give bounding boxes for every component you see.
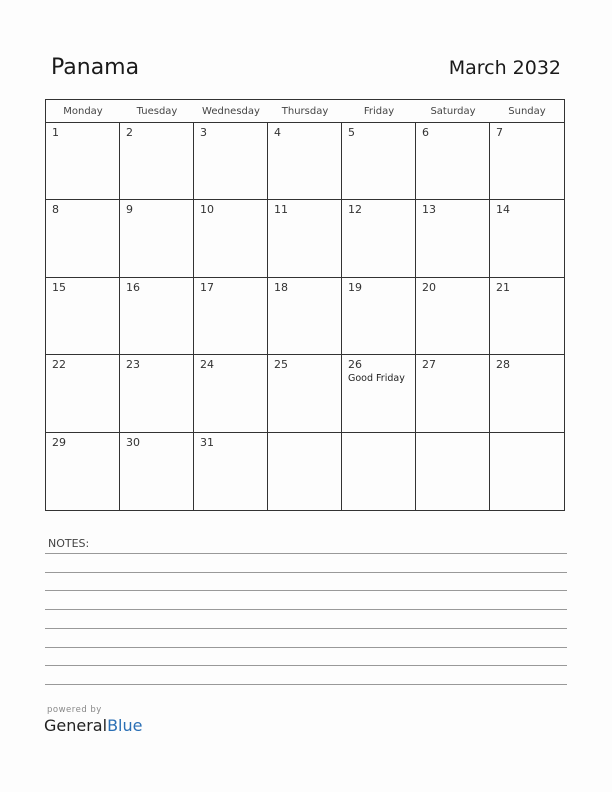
day-number: 28 [496,358,510,372]
day-cell [342,278,416,355]
day-number: 25 [274,358,288,372]
note-line [45,553,567,554]
weekday-header-thursday: Thursday [268,100,342,123]
day-number: 17 [200,280,214,294]
day-cell [490,200,564,277]
day-number: 21 [496,280,510,294]
note-line [45,684,567,685]
day-cell [416,200,490,277]
day-number: 29 [52,435,66,449]
day-cell-empty [416,433,490,510]
note-line [45,609,567,610]
generalblue-logo [44,716,142,735]
day-cell [46,200,120,277]
day-cell [194,355,268,432]
month-title: March 2032 [448,57,561,79]
weekday-header-saturday: Saturday [416,100,490,123]
day-cell [120,433,194,510]
day-number: 16 [126,280,140,294]
day-number: 12 [348,203,362,217]
day-number: 14 [496,203,510,217]
day-cell [120,278,194,355]
day-number: 23 [126,358,140,372]
day-number: 6 [422,126,429,139]
day-number: 9 [126,203,133,217]
day-cell [268,355,342,432]
day-cell [342,123,416,200]
day-cell [46,123,120,200]
day-cell-holiday [342,355,416,432]
day-number: 19 [348,280,362,294]
day-number: 1 [52,126,59,139]
day-cell [416,355,490,432]
day-cell [490,278,564,355]
day-cell [120,123,194,200]
day-number: 8 [52,203,59,217]
day-cell [194,200,268,277]
note-line [45,572,567,573]
day-number: 5 [348,126,355,139]
day-cell [46,278,120,355]
day-cell [194,278,268,355]
day-number: 20 [422,280,436,294]
day-cell [46,355,120,432]
day-number: 30 [126,435,140,449]
day-cell [268,200,342,277]
day-cell [268,278,342,355]
day-number: 26 [348,358,362,372]
day-cell [194,433,268,510]
weekday-header-sunday: Sunday [490,100,564,123]
day-number: 15 [52,280,66,294]
holiday-label: Good Friday [348,373,405,385]
day-cell-empty [268,433,342,510]
day-cell [490,123,564,200]
note-line [45,647,567,648]
day-number: 18 [274,280,288,294]
day-number: 22 [52,358,66,372]
day-cell [120,355,194,432]
country-title: Panama [51,55,140,80]
day-cell [120,200,194,277]
calendar-grid [45,99,565,511]
day-number: 4 [274,126,281,139]
day-cell [416,123,490,200]
day-cell [268,123,342,200]
day-cell [46,433,120,510]
powered-by-text: powered by [47,705,102,715]
brand-general: General [44,716,108,735]
day-number: 27 [422,358,436,372]
notes-label: NOTES: [48,537,90,550]
day-number: 3 [200,126,207,139]
weekday-header-tuesday: Tuesday [120,100,194,123]
day-number: 24 [200,358,214,372]
day-cell [194,123,268,200]
note-line [45,665,567,666]
weekday-header-friday: Friday [342,100,416,123]
day-number: 31 [200,435,214,449]
day-number: 10 [200,203,214,217]
brand-blue: Blue [107,716,143,735]
day-cell [416,278,490,355]
day-number: 13 [422,203,436,217]
weekday-header-wednesday: Wednesday [194,100,268,123]
weekday-header-monday: Monday [46,100,120,123]
day-number: 7 [496,126,503,139]
day-number: 11 [274,203,288,217]
day-number: 2 [126,126,133,139]
note-line [45,590,567,591]
note-line [45,628,567,629]
day-cell [490,355,564,432]
day-cell-empty [490,433,564,510]
day-cell-empty [342,433,416,510]
day-cell [342,200,416,277]
